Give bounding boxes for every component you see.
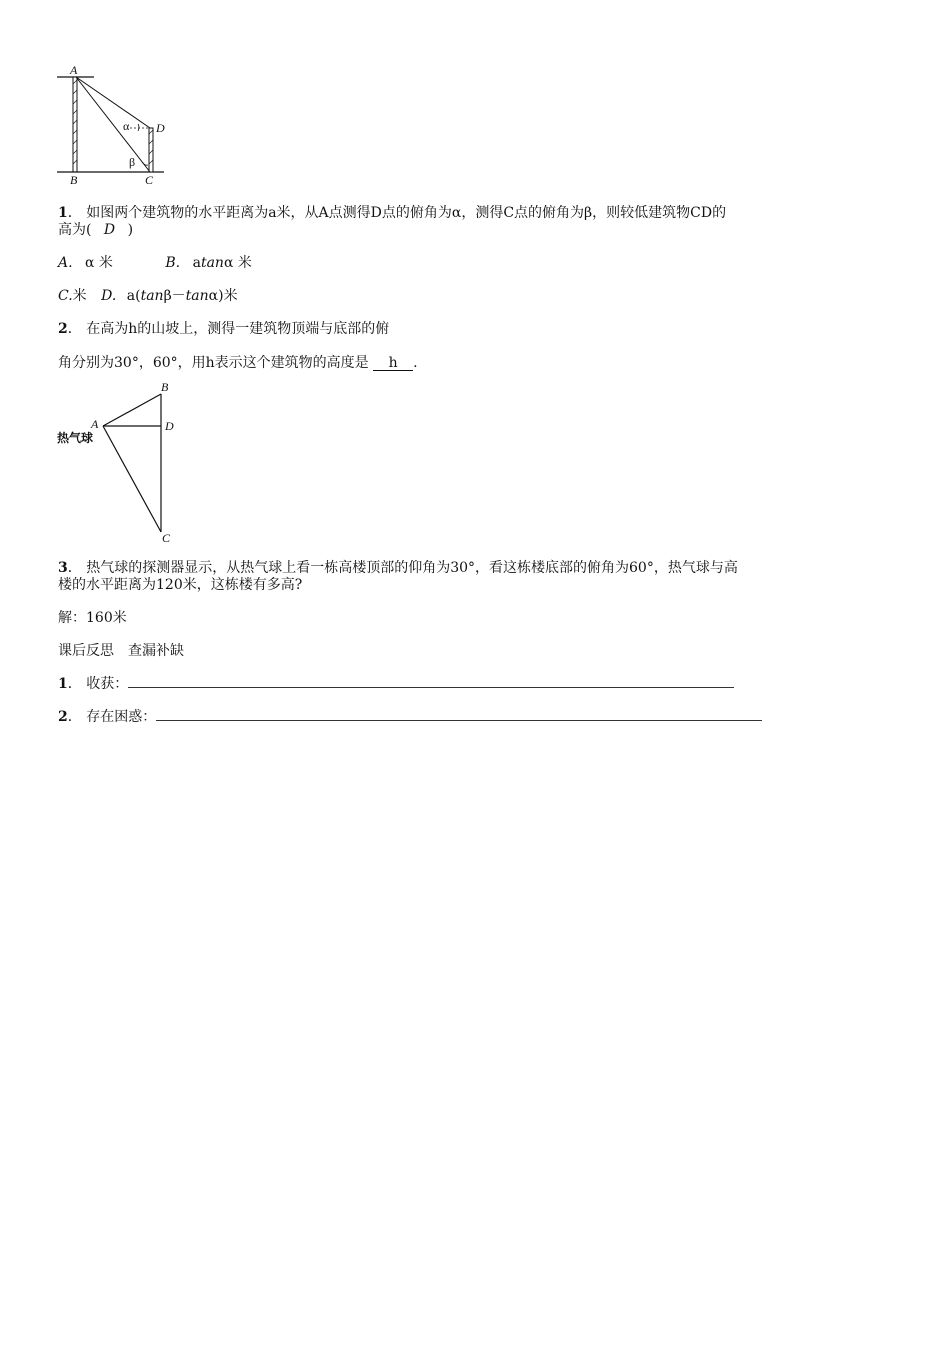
question-1-text: 如图两个建筑物的水平距离为a米，从A点测得D点的俯角为α，测得C点的俯角为β，则较低建筑物CD的 <box>86 205 727 221</box>
question-3-number: 3 <box>58 560 68 576</box>
figure-two-buildings <box>52 62 182 192</box>
harvest-fill-line[interactable] <box>128 675 734 688</box>
option-c-label: C. <box>58 288 73 304</box>
question-2-line-1: 2． 在高为h的山坡上，测得一建筑物顶端与底部的俯 <box>58 321 390 337</box>
label-c: C <box>145 173 154 187</box>
label-d: D <box>156 121 165 135</box>
label-a: A <box>70 63 78 77</box>
label-alpha: α <box>123 119 130 133</box>
question-3-solution: 解：160米 <box>58 610 127 626</box>
building-ab <box>73 77 77 172</box>
option-a-label: A. <box>58 255 73 271</box>
question-1-answer: D <box>103 222 116 238</box>
question-2-answer: h <box>373 356 413 371</box>
label-beta: β <box>129 155 136 169</box>
question-2-line-2: 角分别为30°，60°，用h表示这个建筑物的高度是 h . <box>58 355 418 371</box>
line-ac <box>103 426 161 532</box>
question-1-options-cd <box>58 285 238 305</box>
option-b-label: B. <box>165 255 181 271</box>
reflection-item-1-label: 收获： <box>86 676 129 692</box>
figure-hot-air-balloon <box>55 378 185 546</box>
question-3-line-2: 楼的水平距离为120米，这栋楼有多高? <box>58 577 303 593</box>
line-ab <box>103 394 161 426</box>
sight-line-ac <box>76 77 150 172</box>
label-c: C <box>162 531 171 545</box>
reflection-title: 课后反思 查漏补缺 <box>58 643 184 659</box>
option-b-text: atanα 米 <box>192 255 252 271</box>
building-cd <box>149 128 153 172</box>
label-b: B <box>161 380 169 394</box>
option-d-label: D. <box>101 288 117 304</box>
angle-alpha-arc <box>138 124 139 131</box>
confusion-fill-line[interactable] <box>156 708 762 721</box>
reflection-item-2: 2． 存在困惑： <box>58 706 762 726</box>
label-b: B <box>70 173 78 187</box>
question-1-options-ab <box>58 252 252 272</box>
question-3-line-1: 3． 热气球的探测器显示，从热气球上看一栋高楼顶部的仰角为30°，看这栋楼底部的俯角为60°，热气球与高 <box>58 560 738 576</box>
label-balloon: 热气球 <box>57 431 94 445</box>
question-2-text: 在高为h的山坡上，测得一建筑物顶端与底部的俯 <box>86 321 390 337</box>
question-3-text: 热气球的探测器显示，从热气球上看一栋高楼顶部的仰角为30°，看这栋楼底部的俯角为60°，热气球与高 <box>86 560 738 576</box>
question-1-line-2: 高为( D ) <box>58 222 134 238</box>
reflection-item-1: 1． 收获： <box>58 673 734 693</box>
sight-line-ad <box>76 77 150 128</box>
label-d: D <box>165 419 174 433</box>
option-a-text: α 米 <box>85 255 113 271</box>
reflection-item-2-label: 存在困惑： <box>86 709 157 725</box>
question-1-number: 1 <box>58 205 68 221</box>
option-d-text: a(tanβ－tanα)米 <box>126 288 238 304</box>
label-a: A <box>91 417 99 431</box>
option-c-text: 米 <box>72 288 87 304</box>
question-1-line-1: 1． 如图两个建筑物的水平距离为a米，从A点测得D点的俯角为α，测得C点的俯角为β，则较低建筑物CD的 <box>58 205 727 221</box>
question-2-number: 2 <box>58 321 68 337</box>
